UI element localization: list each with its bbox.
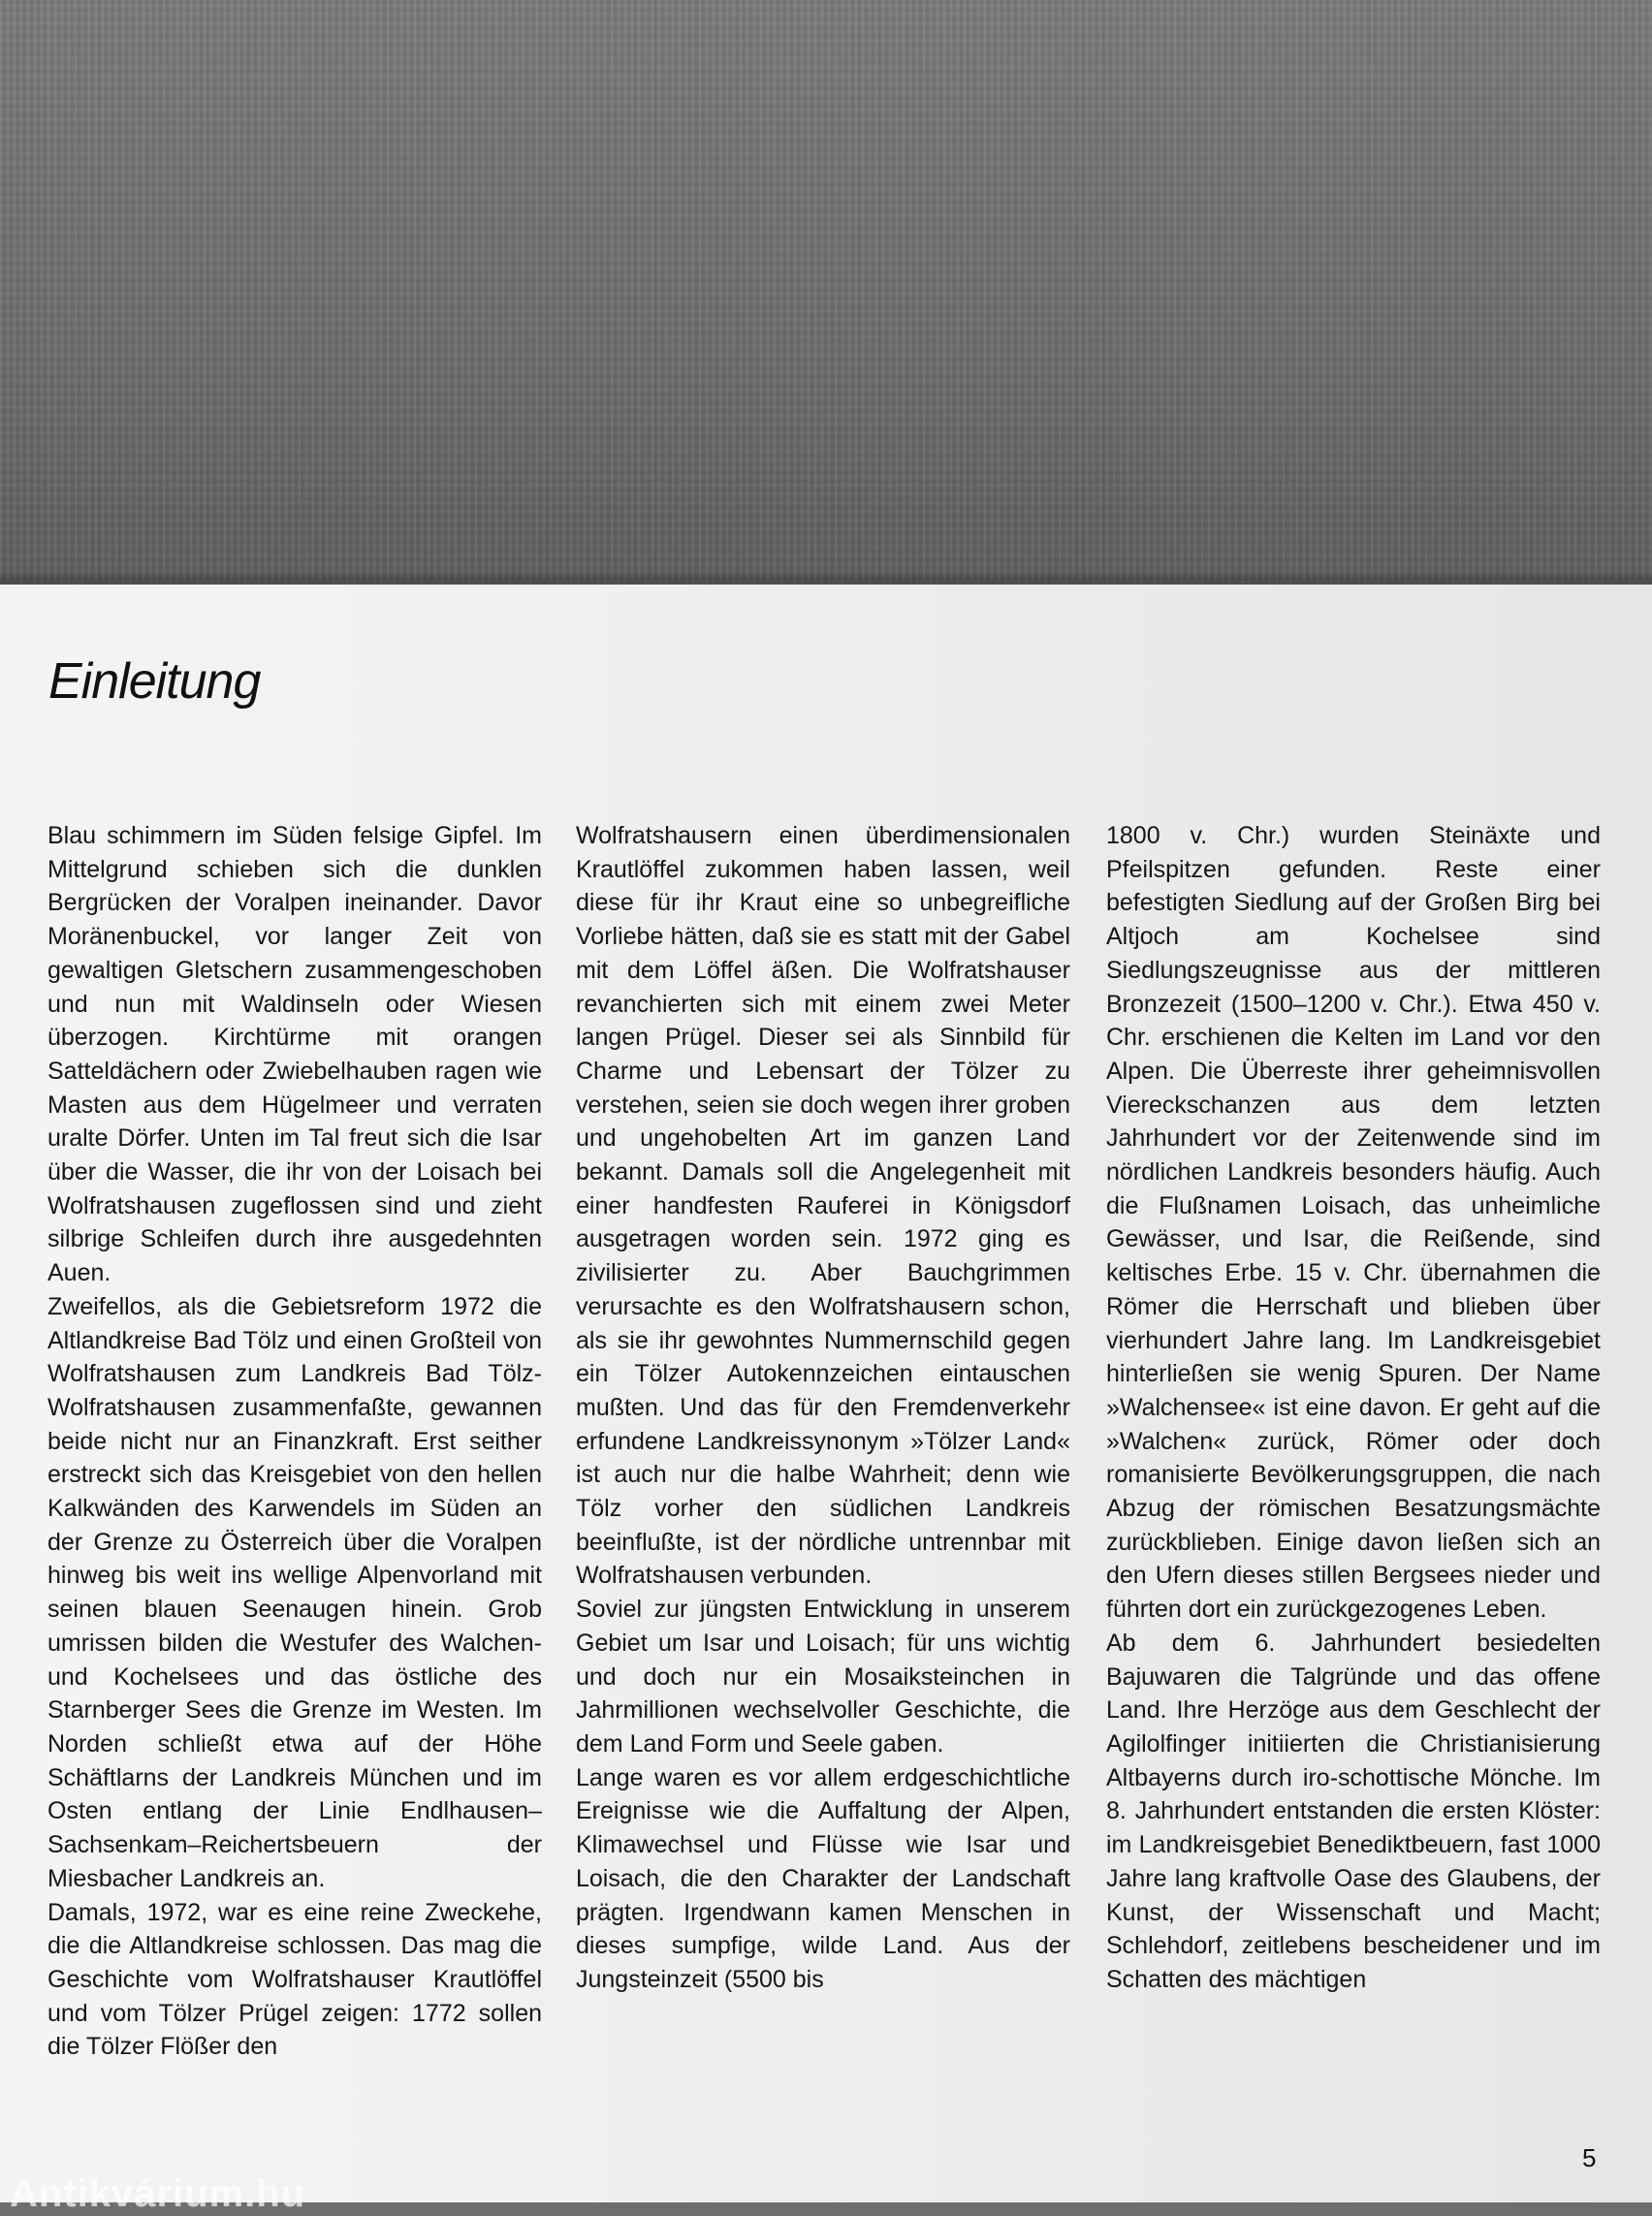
paragraph: Wolfratshausern einen überdimensionalen Krautlöffel zukommen haben lassen, weil diese für ihr Kraut eine so unbegreifliche Vorliebe hätten, daß sie es statt mit der Gabel mit dem Löffel äßen. Die Wolfratshauser revanchierten sich mit einem zwei Meter langen Prügel. Dieser sei als Sinnbild für Charme und Lebensart der Tölzer zu verstehen, seien sie doch wegen ihrer groben und ungehobelten Art im ganzen Land bekannt. Damals soll die Angelegenheit mit einer handfesten Rauferei in Königsdorf ausgetragen worden sein. 1972 ging es zivilisierter zu. Aber Bauchgrimmen verursachte es den Wolfratshausern schon, als sie ihr gewohntes Nummernschild gegen ein Tölzer Autokennzeichen eintauschen mußten. Und das für den Fremdenverkehr erfundene Landkreissynonym »Tölzer Land« ist auch nur die halbe Wahrheit; denn wie Tölz vorher den südlichen Landkreis beeinflußte, ist der nördliche untrennbar mit Wolfratshausen verbunden. bbox=[576, 822, 1070, 1590]
paragraph: Damals, 1972, war es eine reine Zweckehe, die die Altlandkreise schlossen. Das mag die Geschichte vom Wolfratshauser Krautlöffel und vom Tölzer Prügel zeigen: 1772 sollen die Tölzer Flößer den bbox=[48, 1898, 542, 2061]
text-column-1 bbox=[48, 819, 542, 2064]
page-edge-shadow bbox=[0, 570, 1652, 586]
text-column-2 bbox=[576, 819, 1070, 1997]
text-column-3 bbox=[1106, 819, 1601, 1997]
paragraph: Zweifellos, als die Gebietsreform 1972 die Altlandkreise Bad Tölz und einen Großteil von Wolfratshausen zum Landkreis Bad Tölz-Wolfratshausen zusammenfaßte, gewannen beide nicht nur an Finanzkraft. Erst seither erstreckt sich das Kreisgebiet von den hellen Kalkwänden des Karwendels im Süden an der Grenze zu Österreich über die Voralpen hinweg bis weit ins wellige Alpenvorland mit seinen blauen Seenaugen hinein. Grob umrissen bilden die Westufer des Walchen- und Kochelsees und das östliche des Starnberger Sees die Grenze im Westen. Im Norden schließt etwa auf der Höhe Schäftlarns der Landkreis München und im Osten entlang der Linie Endlhausen–Sachsenkam–Reichertsbeuern der Miesbacher Landkreis an. bbox=[48, 1292, 542, 1892]
paragraph: Ab dem 6. Jahrhundert besiedelten Bajuwaren die Talgründe und das offene Land. Ihre Herzöge aus dem Geschlecht der Agilolfinger initiierten die Christianisierung Altbayerns durch iro-schottische Mönche. Im 8. Jahrhundert entstanden die ersten Klöster: im Landkreisgebiet Benediktbeuern, fast 1000 Jahre lang kraftvolle Oase des Glaubens, der Kunst, der Wissenschaft und Macht; Schlehdorf, zeitlebens bescheidener und im Schatten des mächtigen bbox=[1106, 1629, 1601, 1993]
page-number: 5 bbox=[1582, 2143, 1597, 2172]
watermark: Antikvárium.hu bbox=[10, 2172, 306, 2215]
paragraph: Soviel zur jüngsten Entwicklung in unserem Gebiet um Isar und Loisach; für uns wichtig und doch nur ein Mosaiksteinchen in Jahrmillionen wechselvoller Geschichte, die dem Land Form und Seele gaben. bbox=[576, 1596, 1070, 1757]
wood-background bbox=[0, 0, 1652, 582]
paragraph: Lange waren es vor allem erdgeschichtliche Ereignisse wie die Auffaltung der Alpen, Klimawechsel und Flüsse wie Isar und Loisach, die den Charakter der Landschaft prägten. Irgendwann kamen Menschen in dieses sumpfige, wilde Land. Aus der Jungsteinzeit (5500 bis bbox=[576, 1763, 1070, 1993]
paragraph: Blau schimmern im Süden felsige Gipfel. Im Mittelgrund schieben sich die dunklen Bergrücken der Voralpen ineinander. Davor Moränenbuckel, vor langer Zeit von gewaltigen Gletschern zusammengeschoben und nun mit Waldinseln oder Wiesen überzogen. Kirchtürme mit orangen Satteldächern oder Zwiebelhauben ragen wie Masten aus dem Hügelmeer und verraten uralte Dörfer. Unten im Tal freut sich die Isar über die Wasser, die ihr von der Loisach bei Wolfratshausen zugeflossen sind und zieht silbrige Schleifen durch ihre ausgedehnten Auen. bbox=[48, 822, 542, 1287]
book-page bbox=[0, 585, 1652, 2215]
chapter-title: Einleitung bbox=[48, 653, 261, 710]
paragraph: 1800 v. Chr.) wurden Steinäxte und Pfeilspitzen gefunden. Reste einer befestigten Siedlung auf der Großen Birg bei Altjoch am Kochelsee sind Siedlungszeugnisse aus der mittleren Bronzezeit (1500–1200 v. Chr.). Etwa 450 v. Chr. erschienen die Kelten im Land vor den Alpen. Die Überreste ihrer geheimnisvollen Viereckschanzen aus dem letzten Jahrhundert vor der Zeitenwende sind im nördlichen Landkreis besonders häufig. Auch die Flußnamen Loisach, das unheimliche Gewässer, und Isar, die Reißende, sind keltisches Erbe. 15 v. Chr. übernahmen die Römer die Herrschaft und blieben über vierhundert Jahre lang. Im Landkreisgebiet hinterließen sie wenig Spuren. Der Name »Walchensee« ist eine davon. Er geht auf die »Walchen« zurück, Römer oder doch romanisierte Bevölkerungsgruppen, die nach Abzug der römischen Besatzungsmächte zurückblieben. Einige davon ließen sich an den Ufern dieses stillen Bergsees nieder und führten dort ein zurückgezogenes Leben. bbox=[1106, 822, 1601, 1624]
